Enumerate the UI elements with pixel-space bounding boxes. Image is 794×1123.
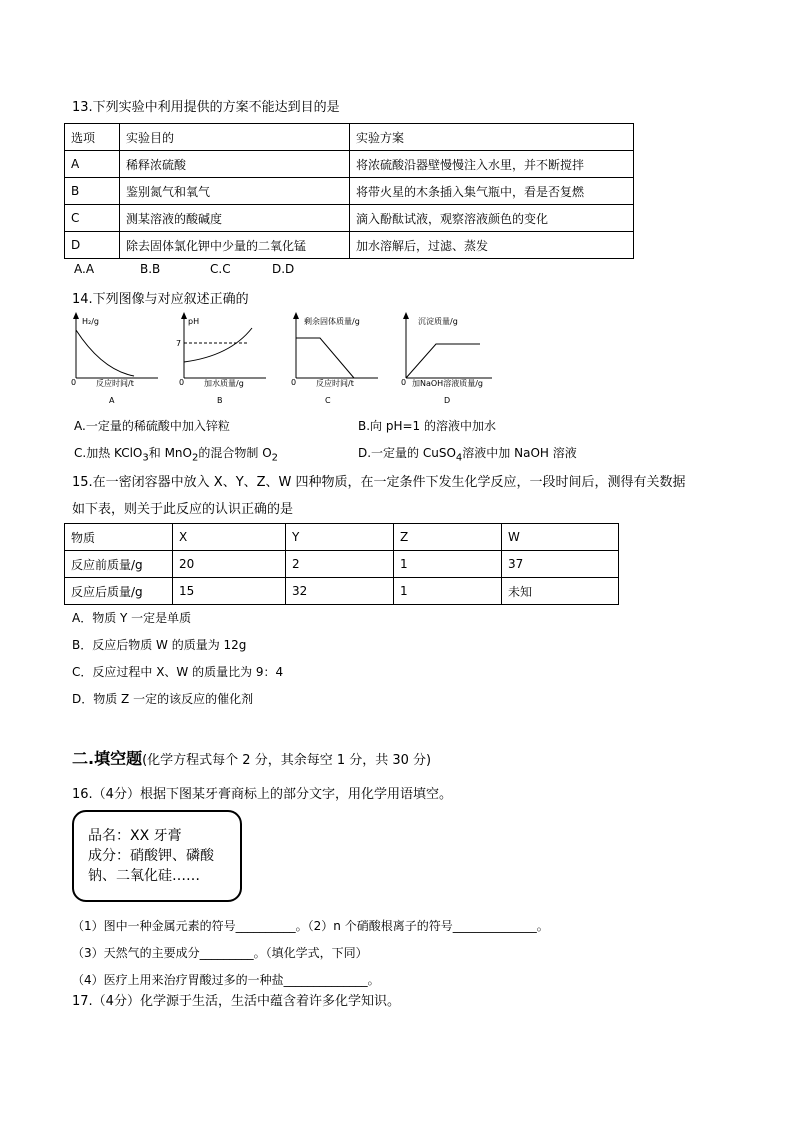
question-15-stem-line1: 15.在一密闭容器中放入 X、Y、Z、W 四种物质，在一定条件下发生化学反应，一段时间后，测得有关数据 [72, 475, 686, 490]
table-row [65, 178, 634, 205]
table-row [65, 578, 619, 605]
text: 的混合物制 O [198, 446, 272, 460]
table-cell: 1 [394, 551, 502, 578]
y-axis-arrow [181, 312, 187, 319]
q15-option-b: B．反应后物质 W 的质量为 12g [72, 638, 247, 652]
text: 溶液中加 NaOH 溶液 [462, 446, 577, 460]
section-title: 二.填空题 [72, 749, 143, 768]
label-line: 品名：XX 牙膏 [88, 828, 182, 844]
y-axis-arrow [293, 312, 299, 319]
table-header-cell: Z [394, 524, 502, 551]
table-cell: 测某溶液的酸碱度 [120, 205, 350, 232]
graph-letter: A [109, 396, 115, 405]
table-cell: 除去固体氯化钾中少量的二氧化锰 [120, 232, 350, 259]
table-cell: 反应后质量/g [65, 578, 173, 605]
q15-option-a: A．物质 Y 一定是单质 [72, 611, 192, 625]
graph-a [62, 312, 162, 407]
table-cell: 1 [394, 578, 502, 605]
question-15-stem-line2: 如下表，则关于此反应的认识正确的是 [72, 502, 294, 517]
table-row [65, 151, 634, 178]
q16-line-2: （3）天然气的主要成分_________。（填化学式，下同） [72, 946, 368, 960]
table-header-cell: Y [286, 524, 394, 551]
table-cell: D [65, 232, 120, 259]
curve [296, 338, 354, 378]
text: D.一定量的 CuSO [358, 446, 456, 460]
origin-label: 0 [71, 378, 77, 387]
table-cell: A [65, 151, 120, 178]
graph-letter: C [325, 396, 331, 405]
q14-option-c [74, 444, 278, 463]
table-cell: 将带火星的木条插入集气瓶中，看是否复燃 [350, 178, 634, 205]
question-14-stem: 14.下列图像与对应叙述正确的 [72, 292, 249, 307]
curve [184, 328, 252, 362]
table-header-cell: W [502, 524, 619, 551]
y-axis-label: H₂/g [82, 317, 99, 326]
graph-b-svg [170, 312, 270, 407]
option-d: D.D [272, 262, 295, 276]
curve [406, 344, 480, 378]
q15-option-d: D．物质 Z 一定的该反应的催化剂 [72, 692, 254, 706]
table-cell: 稀释浓硫酸 [120, 151, 350, 178]
question-15-table [64, 523, 619, 605]
graph-d-svg [392, 312, 502, 407]
table-cell: 将浓硫酸沿器壁慢慢注入水里，并不断搅拌 [350, 151, 634, 178]
y-axis-label: 剩余固体质量/g [304, 317, 360, 326]
q14-option-b: B.向 pH=1 的溶液中加水 [358, 419, 497, 433]
section-note: (化学方程式每个 2 分，其余每空 1 分，共 30 分) [142, 753, 432, 768]
q14-option-a: A.一定量的稀硫酸中加入锌粒 [74, 419, 230, 433]
subscript: 2 [192, 452, 199, 464]
toothpaste-label-box [72, 810, 242, 902]
graph-a-svg [62, 312, 162, 407]
subscript: 2 [271, 452, 279, 464]
curve [76, 330, 134, 376]
graph-b [170, 312, 270, 407]
origin-label: 0 [179, 378, 185, 387]
graph-letter: D [444, 396, 451, 405]
table-cell: 15 [173, 578, 286, 605]
q14-option-d [358, 444, 577, 463]
graph-c [282, 312, 382, 407]
graph-c-svg [282, 312, 382, 407]
table-cell: 32 [286, 578, 394, 605]
table-header-cell: 物质 [65, 524, 173, 551]
question-13-table [64, 123, 634, 259]
origin-label: 0 [401, 378, 407, 387]
x-axis-label: 加NaOH溶液质量/g [412, 379, 483, 388]
table-row [65, 232, 634, 259]
q16-line-3: （4）医疗上用来治疗胃酸过多的一种盐______________。 [72, 973, 380, 987]
q16-line-1: （1）图中一种金属元素的符号__________。（2）n 个硝酸根离子的符号______________。 [72, 919, 549, 933]
table-cell: B [65, 178, 120, 205]
option-c: C.C [210, 262, 231, 276]
question-16-stem: 16.（4分）根据下图某牙膏商标上的部分文字，用化学用语填空。 [72, 787, 452, 802]
question-13-stem: 13.下列实验中利用提供的方案不能达到目的是 [72, 100, 340, 115]
option-a: A.A [74, 262, 95, 276]
x-axis-label: 反应时间/t [96, 379, 134, 388]
graph-d [392, 312, 502, 407]
section-2-heading [72, 746, 431, 769]
y-axis-arrow [73, 312, 79, 319]
table-cell: 鉴别氮气和氧气 [120, 178, 350, 205]
label-line: 成分：硝酸钾、磷酸 [88, 848, 214, 864]
table-cell: 滴入酚酞试液，观察溶液颜色的变化 [350, 205, 634, 232]
table-cell: 37 [502, 551, 619, 578]
ph-7-label: 7 [176, 339, 182, 348]
subscript: 3 [142, 452, 149, 464]
y-axis-label: pH [188, 317, 200, 326]
table-header-cell: 实验目的 [120, 124, 350, 151]
x-axis-label: 加水质量/g [204, 379, 244, 388]
x-axis-label: 反应时间/t [316, 379, 354, 388]
label-line: 钠、二氧化硅…… [88, 868, 200, 884]
y-axis-label: 沉淀质量/g [418, 317, 458, 326]
text: 和 MnO [148, 446, 192, 460]
table-cell: 未知 [502, 578, 619, 605]
table-cell: 20 [173, 551, 286, 578]
option-b: B.B [140, 262, 161, 276]
table-header-cell: 选项 [65, 124, 120, 151]
table-header-row [65, 124, 634, 151]
table-header-cell: 实验方案 [350, 124, 634, 151]
text: C.加热 KClO [74, 446, 143, 460]
table-cell: C [65, 205, 120, 232]
table-row [65, 551, 619, 578]
table-header-cell: X [173, 524, 286, 551]
question-17-stem: 17.（4分）化学源于生活，生活中蕴含着许多化学知识。 [72, 994, 400, 1009]
graph-letter: B [217, 396, 223, 405]
table-cell: 2 [286, 551, 394, 578]
y-axis-arrow [403, 312, 409, 319]
table-cell: 加水溶解后，过滤、蒸发 [350, 232, 634, 259]
origin-label: 0 [291, 378, 297, 387]
subscript: 4 [455, 452, 463, 464]
table-row [65, 205, 634, 232]
table-header-row [65, 524, 619, 551]
q15-option-c: C．反应过程中 X、W 的质量比为 9：4 [72, 665, 284, 679]
table-cell: 反应前质量/g [65, 551, 173, 578]
